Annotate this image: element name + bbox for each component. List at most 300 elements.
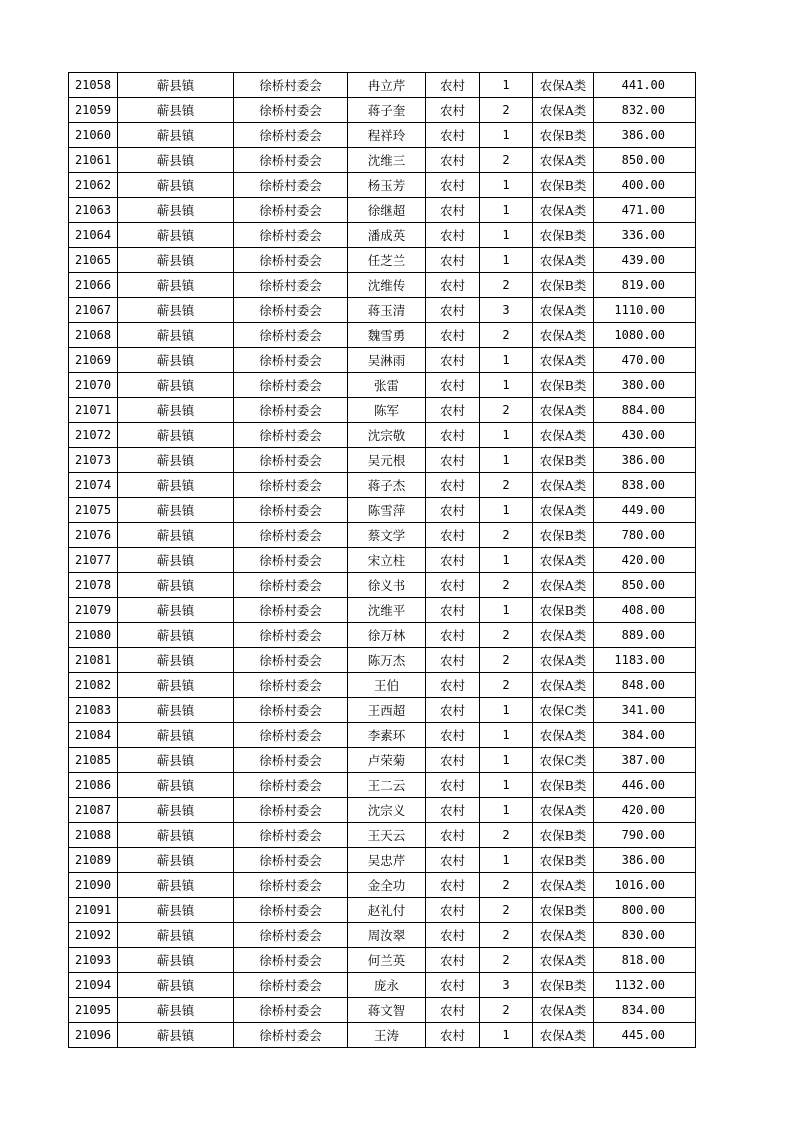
insurance-class-cell: 农保A类	[533, 423, 594, 448]
township-cell: 蕲县镇	[118, 548, 234, 573]
person-name-cell: 张雷	[348, 373, 426, 398]
area-type-cell: 农村	[426, 348, 480, 373]
person-name-cell: 任芝兰	[348, 248, 426, 273]
table-row	[69, 898, 696, 923]
table-row	[69, 473, 696, 498]
person-name-cell: 王西超	[348, 698, 426, 723]
table-row	[69, 448, 696, 473]
person-name-cell: 陈雪萍	[348, 498, 426, 523]
amount-cell: 889.00	[594, 623, 696, 648]
household-count-cell: 1	[480, 698, 533, 723]
table-row	[69, 848, 696, 873]
area-type-cell: 农村	[426, 398, 480, 423]
household-count-cell: 1	[480, 173, 533, 198]
area-type-cell: 农村	[426, 273, 480, 298]
person-name-cell: 吴元根	[348, 448, 426, 473]
record-id-cell: 21089	[69, 848, 118, 873]
village-committee-cell: 徐桥村委会	[234, 473, 348, 498]
insurance-class-cell: 农保A类	[533, 998, 594, 1023]
area-type-cell: 农村	[426, 898, 480, 923]
insurance-class-cell: 农保A类	[533, 573, 594, 598]
area-type-cell: 农村	[426, 98, 480, 123]
household-count-cell: 3	[480, 298, 533, 323]
household-count-cell: 1	[480, 598, 533, 623]
township-cell: 蕲县镇	[118, 123, 234, 148]
household-count-cell: 1	[480, 448, 533, 473]
area-type-cell: 农村	[426, 648, 480, 673]
record-id-cell: 21082	[69, 673, 118, 698]
household-count-cell: 1	[480, 848, 533, 873]
township-cell: 蕲县镇	[118, 198, 234, 223]
person-name-cell: 陈军	[348, 398, 426, 423]
household-count-cell: 2	[480, 948, 533, 973]
township-cell: 蕲县镇	[118, 973, 234, 998]
township-cell: 蕲县镇	[118, 373, 234, 398]
household-count-cell: 1	[480, 498, 533, 523]
area-type-cell: 农村	[426, 123, 480, 148]
township-cell: 蕲县镇	[118, 498, 234, 523]
person-name-cell: 徐义书	[348, 573, 426, 598]
village-committee-cell: 徐桥村委会	[234, 798, 348, 823]
insurance-class-cell: 农保A类	[533, 873, 594, 898]
village-committee-cell: 徐桥村委会	[234, 648, 348, 673]
table-row	[69, 548, 696, 573]
household-count-cell: 1	[480, 223, 533, 248]
township-cell: 蕲县镇	[118, 73, 234, 98]
table-row	[69, 948, 696, 973]
household-count-cell: 2	[480, 148, 533, 173]
table-row	[69, 348, 696, 373]
village-committee-cell: 徐桥村委会	[234, 498, 348, 523]
person-name-cell: 蒋玉清	[348, 298, 426, 323]
amount-cell: 832.00	[594, 98, 696, 123]
amount-cell: 384.00	[594, 723, 696, 748]
area-type-cell: 农村	[426, 823, 480, 848]
village-committee-cell: 徐桥村委会	[234, 123, 348, 148]
table-row	[69, 648, 696, 673]
area-type-cell: 农村	[426, 698, 480, 723]
record-id-cell: 21066	[69, 273, 118, 298]
table-row	[69, 323, 696, 348]
insurance-class-cell: 农保A类	[533, 798, 594, 823]
township-cell: 蕲县镇	[118, 998, 234, 1023]
village-committee-cell: 徐桥村委会	[234, 873, 348, 898]
household-count-cell: 2	[480, 623, 533, 648]
record-id-cell: 21072	[69, 423, 118, 448]
township-cell: 蕲县镇	[118, 348, 234, 373]
amount-cell: 336.00	[594, 223, 696, 248]
amount-cell: 445.00	[594, 1023, 696, 1048]
village-committee-cell: 徐桥村委会	[234, 973, 348, 998]
record-id-cell: 21077	[69, 548, 118, 573]
person-name-cell: 王涛	[348, 1023, 426, 1048]
table-row	[69, 223, 696, 248]
township-cell: 蕲县镇	[118, 98, 234, 123]
amount-cell: 838.00	[594, 473, 696, 498]
insurance-class-cell: 农保A类	[533, 198, 594, 223]
table-row	[69, 498, 696, 523]
record-id-cell: 21094	[69, 973, 118, 998]
area-type-cell: 农村	[426, 473, 480, 498]
insurance-class-cell: 农保A类	[533, 648, 594, 673]
village-committee-cell: 徐桥村委会	[234, 173, 348, 198]
table-row	[69, 173, 696, 198]
household-count-cell: 2	[480, 523, 533, 548]
township-cell: 蕲县镇	[118, 598, 234, 623]
table-body	[69, 73, 696, 1048]
record-id-cell: 21085	[69, 748, 118, 773]
record-id-cell: 21058	[69, 73, 118, 98]
area-type-cell: 农村	[426, 923, 480, 948]
person-name-cell: 潘成英	[348, 223, 426, 248]
insurance-class-cell: 农保A类	[533, 323, 594, 348]
table-row	[69, 373, 696, 398]
insurance-class-cell: 农保A类	[533, 298, 594, 323]
township-cell: 蕲县镇	[118, 573, 234, 598]
insurance-class-cell: 农保A类	[533, 1023, 594, 1048]
township-cell: 蕲县镇	[118, 673, 234, 698]
table-row	[69, 98, 696, 123]
area-type-cell: 农村	[426, 373, 480, 398]
table-row	[69, 873, 696, 898]
household-count-cell: 2	[480, 998, 533, 1023]
household-count-cell: 2	[480, 673, 533, 698]
record-id-cell: 21064	[69, 223, 118, 248]
amount-cell: 380.00	[594, 373, 696, 398]
township-cell: 蕲县镇	[118, 823, 234, 848]
record-id-cell: 21090	[69, 873, 118, 898]
township-cell: 蕲县镇	[118, 648, 234, 673]
record-id-cell: 21074	[69, 473, 118, 498]
insurance-class-cell: 农保A类	[533, 148, 594, 173]
township-cell: 蕲县镇	[118, 698, 234, 723]
insurance-class-cell: 农保B类	[533, 123, 594, 148]
person-name-cell: 庞永	[348, 973, 426, 998]
person-name-cell: 沈宗敬	[348, 423, 426, 448]
village-committee-cell: 徐桥村委会	[234, 373, 348, 398]
township-cell: 蕲县镇	[118, 248, 234, 273]
area-type-cell: 农村	[426, 173, 480, 198]
amount-cell: 884.00	[594, 398, 696, 423]
table-row	[69, 773, 696, 798]
person-name-cell: 陈万杰	[348, 648, 426, 673]
household-count-cell: 1	[480, 348, 533, 373]
amount-cell: 848.00	[594, 673, 696, 698]
amount-cell: 1110.00	[594, 298, 696, 323]
person-name-cell: 杨玉芳	[348, 173, 426, 198]
village-committee-cell: 徐桥村委会	[234, 898, 348, 923]
table-row	[69, 598, 696, 623]
person-name-cell: 徐万林	[348, 623, 426, 648]
insurance-class-cell: 农保A类	[533, 348, 594, 373]
household-count-cell: 1	[480, 373, 533, 398]
household-count-cell: 2	[480, 323, 533, 348]
area-type-cell: 农村	[426, 998, 480, 1023]
township-cell: 蕲县镇	[118, 323, 234, 348]
township-cell: 蕲县镇	[118, 723, 234, 748]
household-count-cell: 1	[480, 748, 533, 773]
household-count-cell: 2	[480, 398, 533, 423]
person-name-cell: 程祥玲	[348, 123, 426, 148]
table-row	[69, 998, 696, 1023]
person-name-cell: 沈维平	[348, 598, 426, 623]
insurance-class-cell: 农保B类	[533, 973, 594, 998]
amount-cell: 850.00	[594, 148, 696, 173]
insurance-class-cell: 农保B类	[533, 373, 594, 398]
insurance-class-cell: 农保B类	[533, 773, 594, 798]
township-cell: 蕲县镇	[118, 948, 234, 973]
township-cell: 蕲县镇	[118, 173, 234, 198]
amount-cell: 819.00	[594, 273, 696, 298]
table-row	[69, 148, 696, 173]
record-id-cell: 21073	[69, 448, 118, 473]
record-id-cell: 21071	[69, 398, 118, 423]
table-row	[69, 573, 696, 598]
table-row	[69, 248, 696, 273]
record-id-cell: 21084	[69, 723, 118, 748]
village-committee-cell: 徐桥村委会	[234, 273, 348, 298]
insurance-class-cell: 农保B类	[533, 273, 594, 298]
area-type-cell: 农村	[426, 873, 480, 898]
area-type-cell: 农村	[426, 523, 480, 548]
village-committee-cell: 徐桥村委会	[234, 423, 348, 448]
amount-cell: 408.00	[594, 598, 696, 623]
person-name-cell: 赵礼付	[348, 898, 426, 923]
area-type-cell: 农村	[426, 598, 480, 623]
record-id-cell: 21086	[69, 773, 118, 798]
insurance-class-cell: 农保B类	[533, 823, 594, 848]
record-id-cell: 21079	[69, 598, 118, 623]
person-name-cell: 王二云	[348, 773, 426, 798]
record-id-cell: 21067	[69, 298, 118, 323]
village-committee-cell: 徐桥村委会	[234, 698, 348, 723]
township-cell: 蕲县镇	[118, 873, 234, 898]
table-row	[69, 673, 696, 698]
village-committee-cell: 徐桥村委会	[234, 148, 348, 173]
insurance-class-cell: 农保A类	[533, 398, 594, 423]
area-type-cell: 农村	[426, 848, 480, 873]
amount-cell: 818.00	[594, 948, 696, 973]
amount-cell: 780.00	[594, 523, 696, 548]
village-committee-cell: 徐桥村委会	[234, 323, 348, 348]
record-id-cell: 21065	[69, 248, 118, 273]
insurance-class-cell: 农保B类	[533, 848, 594, 873]
insurance-class-cell: 农保A类	[533, 473, 594, 498]
person-name-cell: 王天云	[348, 823, 426, 848]
person-name-cell: 蒋文智	[348, 998, 426, 1023]
village-committee-cell: 徐桥村委会	[234, 598, 348, 623]
household-count-cell: 1	[480, 198, 533, 223]
township-cell: 蕲县镇	[118, 798, 234, 823]
area-type-cell: 农村	[426, 298, 480, 323]
township-cell: 蕲县镇	[118, 773, 234, 798]
amount-cell: 430.00	[594, 423, 696, 448]
table-row	[69, 423, 696, 448]
township-cell: 蕲县镇	[118, 273, 234, 298]
amount-cell: 446.00	[594, 773, 696, 798]
record-id-cell: 21093	[69, 948, 118, 973]
amount-cell: 470.00	[594, 348, 696, 373]
village-committee-cell: 徐桥村委会	[234, 673, 348, 698]
household-count-cell: 1	[480, 1023, 533, 1048]
table-row	[69, 723, 696, 748]
table-row	[69, 748, 696, 773]
area-type-cell: 农村	[426, 723, 480, 748]
area-type-cell: 农村	[426, 248, 480, 273]
area-type-cell: 农村	[426, 773, 480, 798]
insurance-class-cell: 农保C类	[533, 698, 594, 723]
village-committee-cell: 徐桥村委会	[234, 198, 348, 223]
area-type-cell: 农村	[426, 423, 480, 448]
record-id-cell: 21078	[69, 573, 118, 598]
township-cell: 蕲县镇	[118, 398, 234, 423]
table-row	[69, 73, 696, 98]
township-cell: 蕲县镇	[118, 423, 234, 448]
township-cell: 蕲县镇	[118, 898, 234, 923]
household-count-cell: 1	[480, 723, 533, 748]
insurance-class-cell: 农保B类	[533, 173, 594, 198]
table-row	[69, 623, 696, 648]
table-row	[69, 198, 696, 223]
record-id-cell: 21062	[69, 173, 118, 198]
household-count-cell: 2	[480, 98, 533, 123]
amount-cell: 834.00	[594, 998, 696, 1023]
insurance-class-cell: 农保B类	[533, 598, 594, 623]
insurance-class-cell: 农保A类	[533, 673, 594, 698]
record-id-cell: 21063	[69, 198, 118, 223]
amount-cell: 800.00	[594, 898, 696, 923]
amount-cell: 1132.00	[594, 973, 696, 998]
area-type-cell: 农村	[426, 548, 480, 573]
record-id-cell: 21075	[69, 498, 118, 523]
insurance-class-cell: 农保A类	[533, 73, 594, 98]
township-cell: 蕲县镇	[118, 623, 234, 648]
amount-cell: 387.00	[594, 748, 696, 773]
village-committee-cell: 徐桥村委会	[234, 248, 348, 273]
insurance-class-cell: 农保A类	[533, 498, 594, 523]
amount-cell: 1016.00	[594, 873, 696, 898]
village-committee-cell: 徐桥村委会	[234, 73, 348, 98]
table-row	[69, 298, 696, 323]
record-id-cell: 21091	[69, 898, 118, 923]
amount-cell: 341.00	[594, 698, 696, 723]
village-committee-cell: 徐桥村委会	[234, 523, 348, 548]
table-row	[69, 798, 696, 823]
amount-cell: 386.00	[594, 848, 696, 873]
insurance-class-cell: 农保A类	[533, 923, 594, 948]
person-name-cell: 李素环	[348, 723, 426, 748]
area-type-cell: 农村	[426, 948, 480, 973]
person-name-cell: 冉立芹	[348, 73, 426, 98]
village-committee-cell: 徐桥村委会	[234, 298, 348, 323]
amount-cell: 850.00	[594, 573, 696, 598]
amount-cell: 471.00	[594, 198, 696, 223]
person-name-cell: 宋立柱	[348, 548, 426, 573]
area-type-cell: 农村	[426, 323, 480, 348]
record-id-cell: 21080	[69, 623, 118, 648]
household-count-cell: 2	[480, 648, 533, 673]
record-id-cell: 21076	[69, 523, 118, 548]
household-count-cell: 2	[480, 823, 533, 848]
record-id-cell: 21088	[69, 823, 118, 848]
household-count-cell: 1	[480, 773, 533, 798]
village-committee-cell: 徐桥村委会	[234, 623, 348, 648]
record-id-cell: 21096	[69, 1023, 118, 1048]
record-id-cell: 21095	[69, 998, 118, 1023]
village-committee-cell: 徐桥村委会	[234, 748, 348, 773]
area-type-cell: 农村	[426, 573, 480, 598]
insurance-class-cell: 农保B类	[533, 523, 594, 548]
amount-cell: 420.00	[594, 798, 696, 823]
village-committee-cell: 徐桥村委会	[234, 723, 348, 748]
township-cell: 蕲县镇	[118, 223, 234, 248]
insurance-class-cell: 农保B类	[533, 448, 594, 473]
village-committee-cell: 徐桥村委会	[234, 848, 348, 873]
household-count-cell: 1	[480, 423, 533, 448]
record-id-cell: 21068	[69, 323, 118, 348]
village-committee-cell: 徐桥村委会	[234, 923, 348, 948]
table-row	[69, 273, 696, 298]
insurance-class-cell: 农保A类	[533, 248, 594, 273]
area-type-cell: 农村	[426, 223, 480, 248]
village-committee-cell: 徐桥村委会	[234, 548, 348, 573]
person-name-cell: 周汝翠	[348, 923, 426, 948]
person-name-cell: 徐继超	[348, 198, 426, 223]
insurance-class-cell: 农保C类	[533, 748, 594, 773]
record-id-cell: 21070	[69, 373, 118, 398]
household-count-cell: 2	[480, 873, 533, 898]
table-row	[69, 823, 696, 848]
village-committee-cell: 徐桥村委会	[234, 823, 348, 848]
household-count-cell: 2	[480, 898, 533, 923]
area-type-cell: 农村	[426, 673, 480, 698]
amount-cell: 1183.00	[594, 648, 696, 673]
record-id-cell: 21059	[69, 98, 118, 123]
township-cell: 蕲县镇	[118, 923, 234, 948]
village-committee-cell: 徐桥村委会	[234, 948, 348, 973]
village-committee-cell: 徐桥村委会	[234, 348, 348, 373]
area-type-cell: 农村	[426, 73, 480, 98]
person-name-cell: 金全功	[348, 873, 426, 898]
insurance-class-cell: 农保A类	[533, 98, 594, 123]
person-name-cell: 卢荣菊	[348, 748, 426, 773]
insurance-class-cell: 农保B类	[533, 223, 594, 248]
insurance-class-cell: 农保A类	[533, 548, 594, 573]
township-cell: 蕲县镇	[118, 148, 234, 173]
township-cell: 蕲县镇	[118, 523, 234, 548]
area-type-cell: 农村	[426, 973, 480, 998]
table-row	[69, 123, 696, 148]
area-type-cell: 农村	[426, 798, 480, 823]
table-row	[69, 923, 696, 948]
record-id-cell: 21083	[69, 698, 118, 723]
record-id-cell: 21061	[69, 148, 118, 173]
township-cell: 蕲县镇	[118, 848, 234, 873]
village-committee-cell: 徐桥村委会	[234, 448, 348, 473]
record-id-cell: 21087	[69, 798, 118, 823]
person-name-cell: 沈维传	[348, 273, 426, 298]
insurance-class-cell: 农保B类	[533, 898, 594, 923]
record-id-cell: 21069	[69, 348, 118, 373]
person-name-cell: 蔡文学	[348, 523, 426, 548]
township-cell: 蕲县镇	[118, 748, 234, 773]
person-name-cell: 吴淋雨	[348, 348, 426, 373]
village-committee-cell: 徐桥村委会	[234, 573, 348, 598]
amount-cell: 441.00	[594, 73, 696, 98]
table-row	[69, 523, 696, 548]
village-committee-cell: 徐桥村委会	[234, 98, 348, 123]
amount-cell: 830.00	[594, 923, 696, 948]
